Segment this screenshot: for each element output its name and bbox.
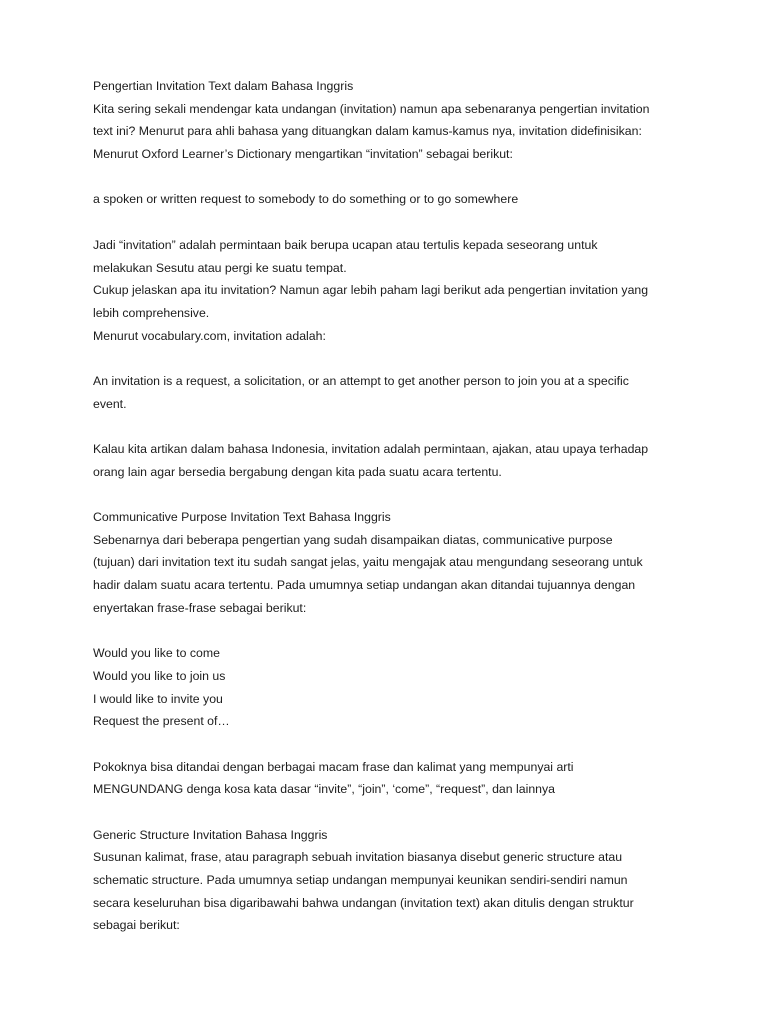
blank-line (93, 415, 683, 438)
paragraph-line: schematic structure. Pada umumnya setiap undangan mempunyai keunikan sendiri-sendiri namun (93, 873, 628, 888)
paragraph-line: Pokoknya bisa ditandai dengan berbagai macam frase dan kalimat yang mempunyai arti (93, 759, 574, 774)
blank-line (93, 211, 683, 234)
paragraph-line: Menurut Oxford Learner’s Dictionary mengartikan “invitation” sebagai berikut: (93, 147, 513, 162)
invitation-phrase: Request the present of… (93, 714, 230, 729)
vocabulary-definition: event. (93, 396, 127, 411)
paragraph-line: Kita sering sekali mendengar kata undangan (invitation) namun apa sebenaranya pengertian invitation (93, 101, 650, 116)
invitation-phrase: I would like to invite you (93, 691, 223, 706)
blank-line (93, 733, 683, 756)
blank-line (93, 801, 683, 824)
oxford-definition: a spoken or written request to somebody to do something or to go somewhere (93, 192, 519, 207)
paragraph-line: secara keseluruhan bisa digaribawahi bahwa undangan (invitation text) akan ditulis dengan struktur (93, 895, 634, 910)
paragraph-line: enyertakan frase-frase sebagai berikut: (93, 600, 307, 615)
blank-line (93, 620, 683, 643)
vocabulary-definition: An invitation is a request, a solicitation, or an attempt to get another person to join you at a specific (93, 373, 629, 388)
paragraph-line: lebih comprehensive. (93, 305, 210, 320)
blank-line (93, 347, 683, 370)
paragraph-line: melakukan Sesutu atau pergi ke suatu tempat. (93, 260, 347, 275)
paragraph-line: (tujuan) dari invitation text itu sudah sangat jelas, yaitu mengajak atau mengundang seseorang untuk (93, 555, 643, 570)
paragraph-line: Kalau kita artikan dalam bahasa Indonesia, invitation adalah permintaan, ajakan, atau upaya terhadap (93, 442, 649, 456)
paragraph-line: hadir dalam suatu acara tertentu. Pada umumnya setiap undangan akan ditandai tujuannya dengan (93, 578, 636, 593)
paragraph-line: text ini? Menurut para ahli bahasa yang dituangkan dalam kamus-kamus nya, invitation didefinisikan: (93, 124, 642, 139)
paragraph-line: MENGUNDANG denga kosa kata dasar “invite”, “join”, ‘come”, “request”, dan lainnya (93, 782, 555, 797)
paragraph-line: Menurut vocabulary.com, invitation adalah: (93, 328, 326, 343)
section-heading-communicative-purpose: Communicative Purpose Invitation Text Bahasa Inggris (93, 510, 391, 525)
document-page (93, 75, 683, 937)
paragraph-line: Jadi “invitation” adalah permintaan baik berupa ucapan atau tertulis kepada seseorang untuk (93, 237, 598, 252)
section-heading-generic-structure: Generic Structure Invitation Bahasa Inggris (93, 827, 328, 842)
paragraph-line: Susunan kalimat, frase, atau paragraph sebuah invitation biasanya disebut generic structure atau (93, 850, 623, 865)
paragraph-line: sebagai berikut: (93, 918, 180, 933)
section-heading-pengertian: Pengertian Invitation Text dalam Bahasa Inggris (93, 79, 354, 93)
invitation-phrase: Would you like to join us (93, 668, 226, 683)
blank-line (93, 166, 683, 189)
paragraph-line: Sebenarnya dari beberapa pengertian yang sudah disampaikan diatas, communicative purpose (93, 532, 613, 547)
blank-line (93, 483, 683, 506)
paragraph-line: Cukup jelaskan apa itu invitation? Namun agar lebih paham lagi berikut ada pengertian invitation yang (93, 283, 649, 298)
paragraph-line: orang lain agar bersedia bergabung dengan kita pada suatu acara tertentu. (93, 464, 502, 479)
invitation-phrase: Would you like to come (93, 646, 220, 661)
